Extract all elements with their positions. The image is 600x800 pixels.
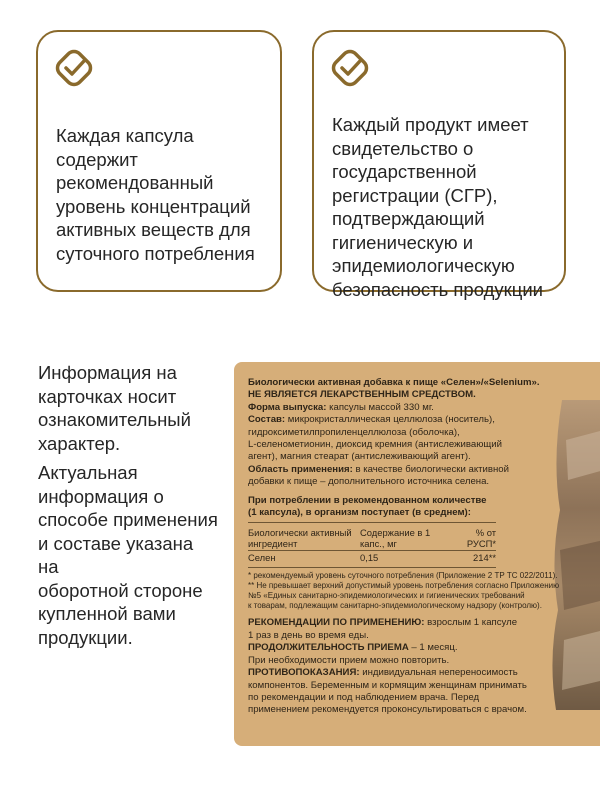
label-form: Форма выпуска: капсулы массой 330 мг. (248, 401, 434, 413)
label-area: Область применения: в качестве биологически активной (248, 463, 509, 475)
label-duration: ПРОДОЛЖИТЕЛЬНОСТЬ ПРИЕМА – 1 месяц. (248, 642, 458, 654)
table-row (248, 551, 496, 565)
feature-card-dosage (36, 30, 282, 292)
label-composition-line: L-селенометионин, диоксид кремния (антислеживающий (248, 439, 503, 451)
label-rec-title: При потреблении в рекомендованном количестве (248, 494, 487, 506)
nutrient-table (248, 526, 496, 564)
table-header-row (248, 526, 496, 551)
footnote: №5 «Единых санитарно-эпидемиологических и гигиенических требований (248, 591, 525, 601)
label-content (248, 377, 574, 717)
table-cell: 214** (473, 552, 496, 564)
table-header-cell: % от РУСП* (466, 527, 496, 550)
label-composition: Состав: микрокристаллическая целлюлоза (носитель), (248, 414, 495, 426)
label-composition-line: гидроксиметилпропиленцеллюлоза (оболочка), (248, 426, 460, 438)
feature-card-text: Каждая капсула содержит рекомендованный уровень концентраций активных веществ для суточного потребления (56, 125, 255, 264)
label-title: Биологически активная добавка к пище «Селен»/«Selenium». (248, 377, 540, 388)
info-disclaimer: Информация на карточках носит ознакомительный характер. (38, 362, 191, 454)
label-contra-line: компонентов. Беременным и кормящим женщинам принимать (248, 679, 527, 691)
label-usage: РЕКОМЕНДАЦИИ ПО ПРИМЕНЕНИЮ: взрослым 1 капсуле (248, 617, 518, 629)
footnote: * рекомендуемый уровень суточного потребления (Приложение 2 ТР ТС 022/2011). (248, 571, 558, 581)
feature-card-text: Каждый продукт имеет свидетельство о государственной регистрации (СГР), подтверждающий гигиеническую и эпидемиологическую безопасность продукции (332, 114, 543, 300)
label-composition-line: агент), магния стеарат (антислеживающий агент). (248, 451, 471, 463)
info-actual-usage: Актуальная информация о способе применения и составе указана на оборотной стороне купленной вами продукции. (38, 462, 218, 648)
footnote: ** Не превышает верхний допустимый уровень потребления согласно Приложению (248, 581, 560, 591)
table-header-cell: Содержание в 1 капс., мг (360, 527, 431, 550)
feature-card-registration (312, 30, 566, 300)
product-label (234, 362, 600, 746)
label-contra: ПРОТИВОПОКАЗАНИЯ: индивидуальная непереносимость (248, 667, 518, 679)
label-duration-note: При необходимости прием можно повторить. (248, 654, 450, 666)
table-header-cell: Биологически активный ингредиент (248, 527, 352, 550)
check-shield-icon (328, 46, 372, 90)
check-shield-icon (52, 46, 96, 90)
label-area-line: добавки к пище – дополнительного источника селена. (248, 476, 490, 488)
label-not-drug: НЕ ЯВЛЯЕТСЯ ЛЕКАРСТВЕННЫМ СРЕДСТВОМ. (248, 389, 476, 401)
table-cell: 0,15 (360, 552, 379, 564)
table-cell: Селен (248, 552, 276, 564)
label-contra-line: применением рекомендуется проконсультироваться с врачом. (248, 704, 527, 716)
footnote: к товарам, подлежащим санитарно-эпидемиологическому надзору (контролю). (248, 601, 542, 611)
label-usage-line: 1 раз в день во время еды. (248, 629, 369, 641)
label-contra-line: по рекомендации и под наблюдением врача. Перед (248, 691, 480, 703)
label-rec-title: (1 капсула), в организм поступает (в среднем): (248, 507, 471, 519)
